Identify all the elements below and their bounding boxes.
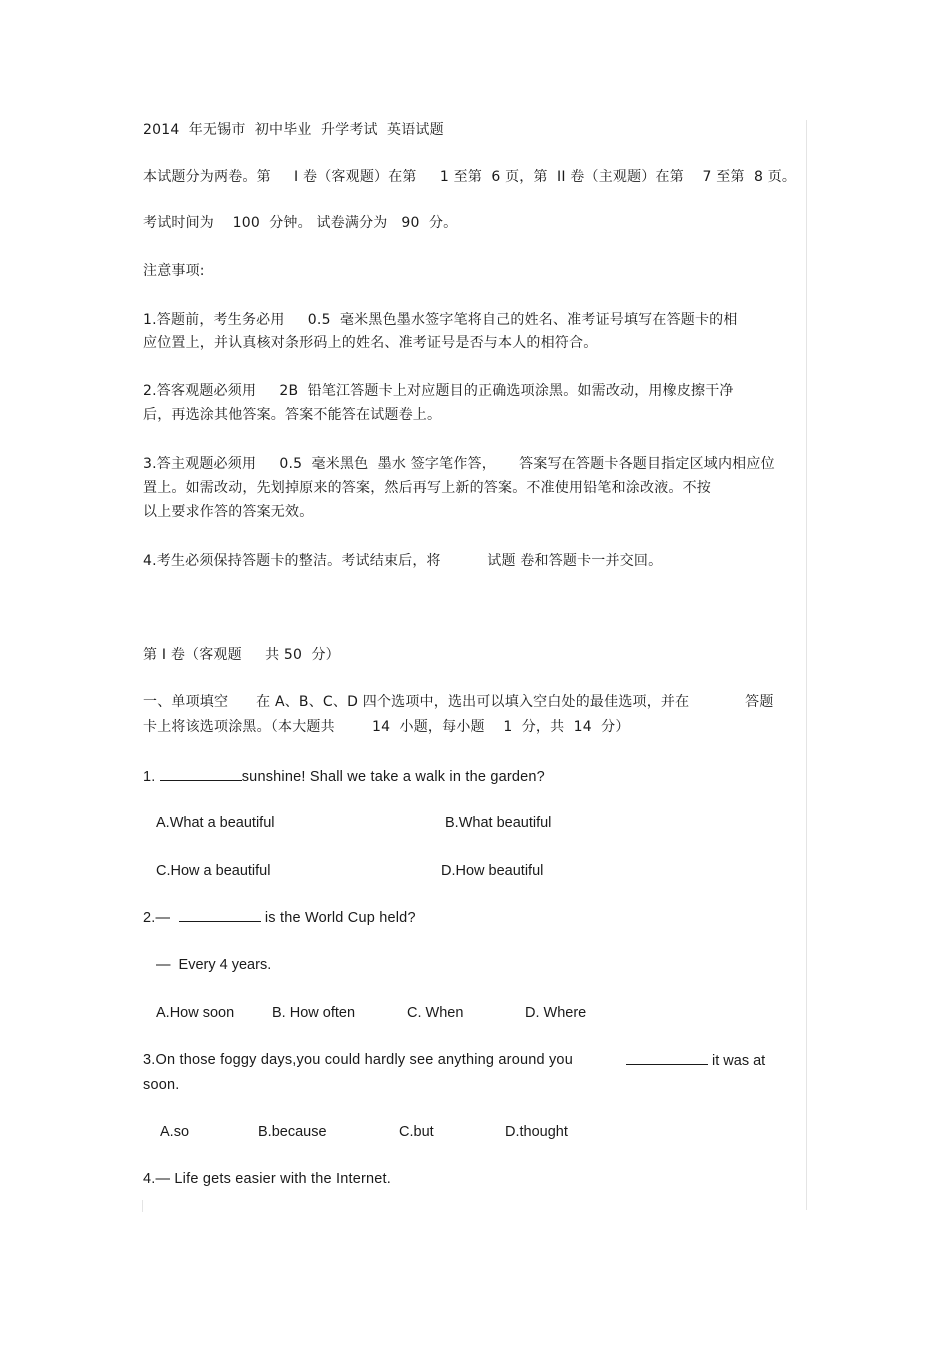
question-1-option-d: D.How beautiful	[441, 863, 544, 879]
question-2-option-a: A.How soon	[156, 1005, 235, 1021]
question-3-option-b: B.because	[258, 1124, 327, 1140]
answer-blank	[160, 767, 242, 781]
question-3-option-d: D.thought	[505, 1124, 568, 1140]
section-heading-line-a: 一、单项填空 在 A、B、C、D 四个选项中，选出可以填入空白处的最佳选项，并在 答题	[143, 694, 774, 710]
notice-2-line-a: 2.答客观题必须用 2B 铅笔江答题卡上对应题目的正确选项涂黑。如需改动，用橡皮擦干净	[143, 383, 734, 399]
question-1-option-b: B.What beautiful	[445, 815, 552, 831]
question-2-option-c: C. When	[407, 1005, 464, 1021]
question-1-option-a: A.What a beautiful	[156, 815, 275, 831]
question-3-stem-b: it was at	[626, 1051, 765, 1070]
question-2-option-d: D. Where	[525, 1005, 587, 1021]
page-margin-line	[806, 120, 807, 1210]
notice-3-line-c: 以上要求作答的答案无效。	[143, 504, 314, 520]
question-2-reply: — Every 4 years.	[156, 957, 272, 973]
question-2-option-b: B. How often	[272, 1005, 356, 1021]
question-4-stem: 4.— Life gets easier with the Internet.	[143, 1171, 391, 1187]
notice-3-line-a: 3.答主观题必须用 0.5 毫米黑色 墨水 签字笔作答， 答案写在答题卡各题目指定区域内相应位	[143, 456, 775, 472]
question-3-option-c: C.but	[399, 1124, 434, 1140]
answer-blank	[626, 1051, 708, 1065]
intro-line-1: 本试题分为两卷。第 I 卷（客观题）在第 1 至第 6 页，第 II 卷（主观题）在第 7 至第 8 页。	[143, 169, 797, 185]
notice-4: 4.考生必须保持答题卡的整洁。考试结束后，将 试题 卷和答题卡一并交回。	[143, 553, 663, 569]
question-1-option-c: C.How a beautiful	[156, 863, 271, 879]
notice-title: 注意事项:	[143, 263, 205, 279]
notice-1-line-a: 1.答题前，考生务必用 0.5 毫米黑色墨水签字笔将自己的姓名、准考证号填写在答题卡的相	[143, 312, 738, 328]
document-title: 2014 年无锡市 初中毕业 升学考试 英语试题	[143, 122, 444, 138]
question-2-stem: 2.— is the World Cup held?	[143, 910, 416, 926]
answer-blank	[179, 908, 261, 922]
question-3-stem-a: 3.On those foggy days,you could hardly see anything around you	[143, 1052, 573, 1068]
notice-1-line-b: 应位置上，并认真核对条形码上的姓名、准考证号是否与本人的相符合。	[143, 335, 598, 351]
question-1-stem: 1. sunshine! Shall we take a walk in the garden?	[143, 769, 545, 785]
section-heading-line-b: 卡上将该选项涂黑。（本大题共 14 小题，每小题 1 分，共 14 分）	[143, 719, 630, 735]
question-3-option-a: A.so	[160, 1124, 190, 1140]
page-margin-mark	[142, 1200, 143, 1212]
notice-3-line-b: 置上。如需改动，先划掉原来的答案，然后再写上新的答案。不准使用铅笔和涂改液。不按	[143, 480, 711, 496]
notice-2-line-b: 后，再选涂其他答案。答案不能答在试题卷上。	[143, 407, 442, 423]
section-title: 第 I 卷（客观题 共 50 分）	[143, 647, 340, 663]
intro-line-2: 考试时间为 100 分钟。 试卷满分为 90 分。	[143, 215, 458, 231]
question-3-stem-c: soon.	[143, 1077, 180, 1093]
